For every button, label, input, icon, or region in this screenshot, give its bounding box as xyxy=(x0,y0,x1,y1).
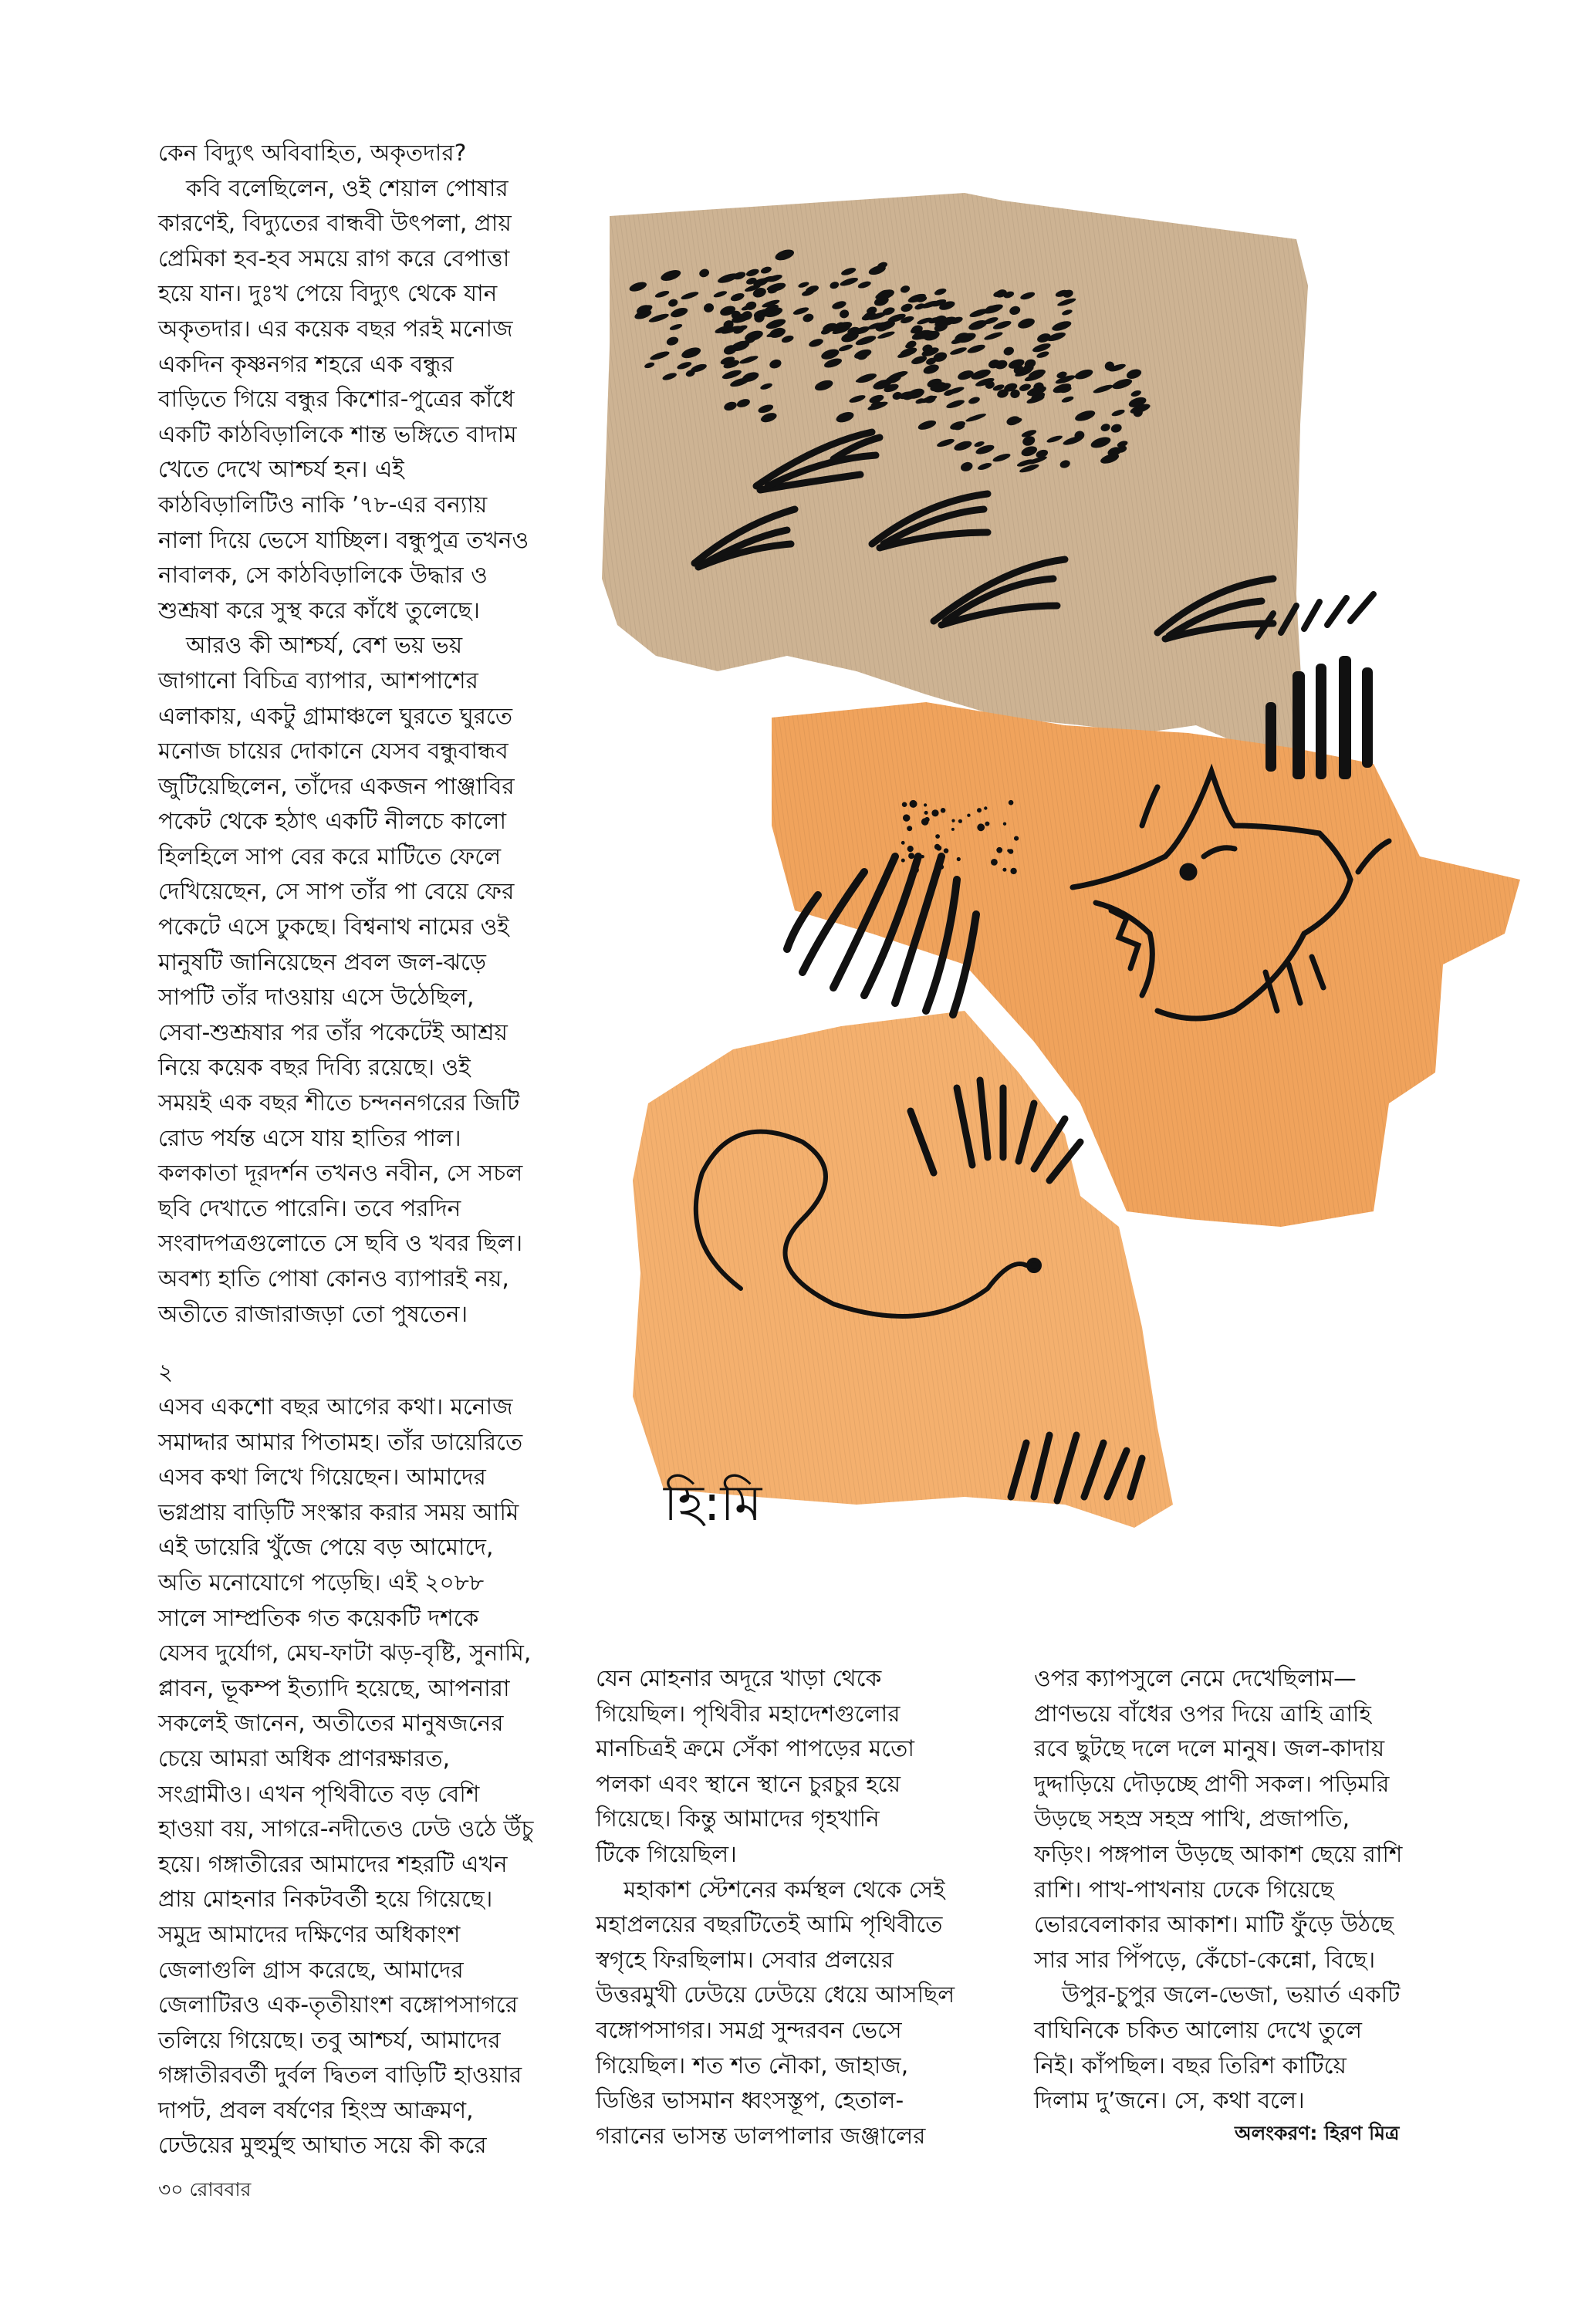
text-line: সাপটি তাঁর দাওয়ায় এসে উঠেছিল, xyxy=(158,984,475,1011)
text-line: ফড়িং। পঙ্গপাল উড়ছে আকাশ ছেয়ে রাশি xyxy=(1034,1840,1403,1867)
article-column-left xyxy=(158,136,652,1332)
ink-dot xyxy=(924,803,927,806)
text-line: অকৃতদার। এর কয়েক বছর পরই মনোজ xyxy=(158,315,513,342)
article-column-right xyxy=(1034,1661,1466,2119)
kraft-paper-piece xyxy=(602,193,1308,779)
collage-illustration xyxy=(602,193,1528,1597)
text-line: গঙ্গাতীরবর্তী দুর্বল দ্বিতল বাড়িটি হাওয়ার xyxy=(158,2062,522,2089)
text-line: নালা দিয়ে ভেসে যাচ্ছিল। বন্ধুপুত্র তখনও xyxy=(158,526,529,553)
text-line: একটি কাঠবিড়ালিকে শান্ত ভঙ্গিতে বাদাম xyxy=(158,421,517,448)
text-line: রাশি। পাখ-পাখনায় ঢেকে গিয়েছে xyxy=(1034,1876,1334,1903)
text-line: মহাপ্রলয়ের বছরটিতেই আমি পৃথিবীতে xyxy=(596,1911,943,1938)
text-line: হয়ে। গঙ্গাতীরের আমাদের শহরটি এখন xyxy=(158,1850,508,1877)
text-line: স্বগৃহে ফিরছিলাম। সেবার প্রলয়ের xyxy=(596,1946,894,1973)
text-line: সমাদ্দার আমার পিতামহ। তাঁর ডায়েরিতে xyxy=(158,1428,523,1455)
text-line: প্রেমিকা হব-হব সময়ে রাগ করে বেপাত্তা xyxy=(158,245,510,272)
text-line: জেলাটিরও এক-তৃতীয়াংশ বঙ্গোপসাগরে xyxy=(158,1991,518,2018)
text-line: নাবালক, সে কাঠবিড়ালিকে উদ্ধার ও xyxy=(158,562,488,589)
text-line: সার সার পিঁপড়ে, কেঁচো-কেন্নো, বিছে। xyxy=(1034,1946,1376,1973)
text-line: খেতে দেখে আশ্চর্য হন। এই xyxy=(158,456,404,483)
text-line: টিকে গিয়েছিল। xyxy=(596,1840,737,1867)
ink-dot xyxy=(921,818,929,826)
ink-dot xyxy=(1002,868,1006,872)
text-line: সালে সাম্প্রতিক গত কয়েকটি দশকে xyxy=(158,1604,479,1631)
ink-dot xyxy=(901,841,905,845)
ink-dot xyxy=(984,806,987,809)
page-folio: ৩০ রোববার xyxy=(158,2178,252,2201)
ink-dot xyxy=(958,819,962,823)
text-line: পকেট থেকে হঠাৎ একটি নীলচে কালো xyxy=(158,808,507,835)
ink-dot xyxy=(967,814,970,817)
ink-dot xyxy=(985,822,989,826)
text-line: পলকা এবং স্থানে স্থানে চুরচুর হয়ে xyxy=(596,1770,901,1797)
text-line: প্রায় মোহনার নিকটবর্তী হয়ে গিয়েছে। xyxy=(158,1886,493,1913)
text-line: অতীতে রাজারাজড়া তো পুষতেন। xyxy=(158,1300,468,1327)
text-line: মানচিত্রই ক্রমে সেঁকা পাপড়ের মতো xyxy=(596,1735,914,1762)
ink-dot xyxy=(1010,868,1016,874)
text-line: দেখিয়েছেন, সে সাপ তাঁর পা বেয়ে ফের xyxy=(158,878,515,905)
ink-dot xyxy=(951,819,955,823)
text-line: হাওয়া বয়, সাগরে-নদীতেও ঢেউ ওঠে উঁচু xyxy=(158,1816,534,1843)
text-line: ভোরবেলাকার আকাশ। মাটি ফুঁড়ে উঠছে xyxy=(1034,1911,1394,1938)
text-line: নিয়ে কয়েক বছর দিব্যি রয়েছে। ওই xyxy=(158,1054,471,1081)
text-line: মহাকাশ স্টেশনের কর্মস্থল থেকে সেই xyxy=(623,1876,945,1903)
text-line: রবে ছুটছে দলে দলে মানুষ। জল-কাদায় xyxy=(1034,1735,1385,1762)
text-line: উত্তরমুখী ঢেউয়ে ঢেউয়ে ধেয়ে আসছিল xyxy=(596,1981,955,2008)
text-line: এলাকায়, একটু গ্রামাঞ্চলে ঘুরতে ঘুরতে xyxy=(158,702,513,729)
artist-signature: হি:মি xyxy=(664,1475,762,1532)
text-line: চেয়ে আমরা অধিক প্রাণরক্ষারত, xyxy=(158,1745,451,1772)
text-line: বাড়িতে গিয়ে বন্ধুর কিশোর-পুত্রের কাঁধে xyxy=(158,386,515,413)
ink-dot xyxy=(907,846,914,852)
text-line: সংবাদপত্রগুলোতে সে ছবি ও খবর ছিল। xyxy=(158,1230,523,1257)
ink-dot xyxy=(1009,849,1014,854)
ink-dot xyxy=(1014,836,1019,841)
article-column-left-continued xyxy=(158,1390,652,2164)
text-line: অতি মনোযোগে পড়েছি। এই ২০৮৮ xyxy=(158,1569,485,1596)
ink-dot xyxy=(936,846,941,851)
text-line: নিই। কাঁপছিল। বছর তিরিশ কাটিয়ে xyxy=(1034,2052,1347,2079)
text-line: যেসব দুর্যোগ, মেঘ-ফাটা ঝড়-বৃষ্টি, সুনামি, xyxy=(158,1640,532,1667)
text-line: সমুদ্র আমাদের দক্ষিণের অধিকাংশ xyxy=(158,1920,461,1947)
ink-dot xyxy=(1009,800,1014,806)
text-line: একদিন কৃষ্ণনগর শহরে এক বন্ধুর xyxy=(158,350,454,377)
ink-dot xyxy=(957,857,961,861)
section-number: ২ xyxy=(158,1359,174,1385)
text-line: শুশ্রূষা করে সুস্থ করে কাঁধে তুলেছে। xyxy=(158,596,480,623)
text-line: রোড পর্যন্ত এসে যায় হাতির পাল। xyxy=(158,1124,461,1151)
ink-dot xyxy=(907,826,912,831)
ink-dot xyxy=(903,814,910,821)
ink-dot xyxy=(931,809,938,816)
ink-dot xyxy=(924,811,928,815)
text-line: হয়ে যান। দুঃখ পেয়ে বিদ্যুৎ থেকে যান xyxy=(158,280,498,307)
text-line: প্রাণভয়ে বাঁধের ওপর দিয়ে ত্রাহি ত্রাহি xyxy=(1034,1700,1371,1727)
article-column-middle xyxy=(596,1661,1012,2153)
text-line: ডিঙির ভাসমান ধ্বংসস্তূপ, হেতাল- xyxy=(596,2087,904,2114)
text-line: অবশ্য হাতি পোষা কোনও ব্যাপারই নয়, xyxy=(158,1265,509,1292)
text-line: কারণেই, বিদ্যুতের বান্ধবী উৎপলা, প্রায় xyxy=(158,210,512,237)
text-line: জুটিয়েছিলেন, তাঁদের একজন পাঞ্জাবির xyxy=(158,772,515,799)
ink-dot xyxy=(977,823,985,831)
text-line: কলকাতা দূরদর্শন তখনও নবীন, সে সচল xyxy=(158,1160,523,1187)
ink-dot xyxy=(977,808,982,812)
ink-dot xyxy=(941,808,946,813)
text-line: গিয়েছে। কিন্তু আমাদের গৃহখানি xyxy=(596,1805,880,1833)
text-line: মানুষটি জানিয়েছেন প্রবল জল-ঝড়ে xyxy=(158,948,487,975)
text-line: উপুর-চুপুর জলে-ভেজা, ভয়ার্ত একটি xyxy=(1062,1981,1401,2008)
text-line: সংগ্রামীও। এখন পৃথিবীতে বড় বেশি xyxy=(158,1780,480,1807)
text-line: ঢেউয়ের মুহুর্মুহু আঘাত সয়ে কী করে xyxy=(158,2132,487,2159)
text-line: প্লাবন, ভূকম্প ইত্যাদি হয়েছে, আপনারা xyxy=(158,1674,510,1701)
text-line: গিয়েছিল। শত শত নৌকা, জাহাজ, xyxy=(596,2052,909,2079)
text-line: দাপট, প্রবল বর্ষণের হিংস্র আক্রমণ, xyxy=(158,2096,474,2123)
text-line: সময়ই এক বছর শীতে চন্দননগরের জিটি xyxy=(158,1089,520,1116)
text-line: গিয়েছিল। পৃথিবীর মহাদেশগুলোর xyxy=(596,1700,901,1727)
text-line: দুদ্দাড়িয়ে দৌড়চ্ছে প্রাণী সকল। পড়িমরি xyxy=(1034,1770,1390,1797)
text-line: এসব কথা লিখে গিয়েছেন। আমাদের xyxy=(158,1464,486,1491)
ink-dot xyxy=(996,847,1002,853)
text-line: ভগ্নপ্রায় বাড়িটি সংস্কার করার সময় আমি xyxy=(158,1498,519,1525)
text-line: সকলেই জানেন, অতীতের মানুষজনের xyxy=(158,1710,504,1737)
text-line: বঙ্গোপসাগর। সমগ্র সুন্দরবন ভেসে xyxy=(596,2016,902,2043)
text-line: যেন মোহনার অদূরে খাড়া থেকে xyxy=(596,1665,882,1691)
text-line: এসব একশো বছর আগের কথা। মনোজ xyxy=(158,1393,513,1420)
text-line: জেলাগুলি গ্রাস করেছে, আমাদের xyxy=(158,1956,464,1983)
text-line: ওপর ক্যাপসুলে নেমে দেখেছিলাম— xyxy=(1034,1665,1357,1691)
text-line: পকেটে এসে ঢুকছে। বিশ্বনাথ নামের ওই xyxy=(158,914,509,941)
text-line: কাঠবিড়ালিটিও নাকি ’৭৮-এর বন্যায় xyxy=(158,491,488,518)
ink-dot xyxy=(902,802,907,807)
text-line: জাগানো বিচিত্র ব্যাপার, আশপাশের xyxy=(158,667,478,694)
ink-dot xyxy=(908,853,914,859)
ink-dot xyxy=(935,834,940,839)
text-line: উড়ছে সহস্র সহস্র পাখি, প্রজাপতি, xyxy=(1034,1805,1350,1833)
text-line: কবি বলেছিলেন, ওই শেয়াল পোষার xyxy=(186,174,509,201)
ink-dot xyxy=(1003,823,1006,826)
ink-dot xyxy=(991,859,998,866)
text-line: বাঘিনিকে চকিত আলোয় দেখে তুলে xyxy=(1034,2016,1363,2043)
ink-dot xyxy=(910,800,917,808)
text-line: সেবা-শুশ্রূষার পর তাঁর পকেটেই আশ্রয় xyxy=(158,1018,508,1045)
ink-dot xyxy=(951,828,955,831)
illustration-credit: অলংকরণ: হিরণ মিত্র xyxy=(1235,2122,1400,2144)
ink-dot xyxy=(901,859,905,863)
text-line: কেন বিদ্যুৎ অবিবাহিত, অকৃতদার? xyxy=(158,140,467,166)
text-line: দিলাম দু’জনে। সে, কথা বলে। xyxy=(1034,2087,1305,2114)
text-line: গরানের ভাসন্ত ডালপালার জঞ্জালের xyxy=(596,2122,926,2149)
ink-dot xyxy=(944,848,949,853)
text-line: তলিয়ে গিয়েছে। তবু আশ্চর্য, আমাদের xyxy=(158,2026,501,2053)
text-line: মনোজ চায়ের দোকানে যেসব বন্ধুবান্ধব xyxy=(158,738,509,765)
text-line: আরও কী আশ্চর্য, বেশ ভয় ভয় xyxy=(186,632,463,659)
text-line: হিলহিলে সাপ বের করে মাটিতে ফেলে xyxy=(158,843,502,870)
text-line: ছবি দেখাতে পারেনি। তবে পরদিন xyxy=(158,1194,461,1221)
text-line: এই ডায়েরি খুঁজে পেয়ে বড় আমোদে, xyxy=(158,1534,494,1561)
